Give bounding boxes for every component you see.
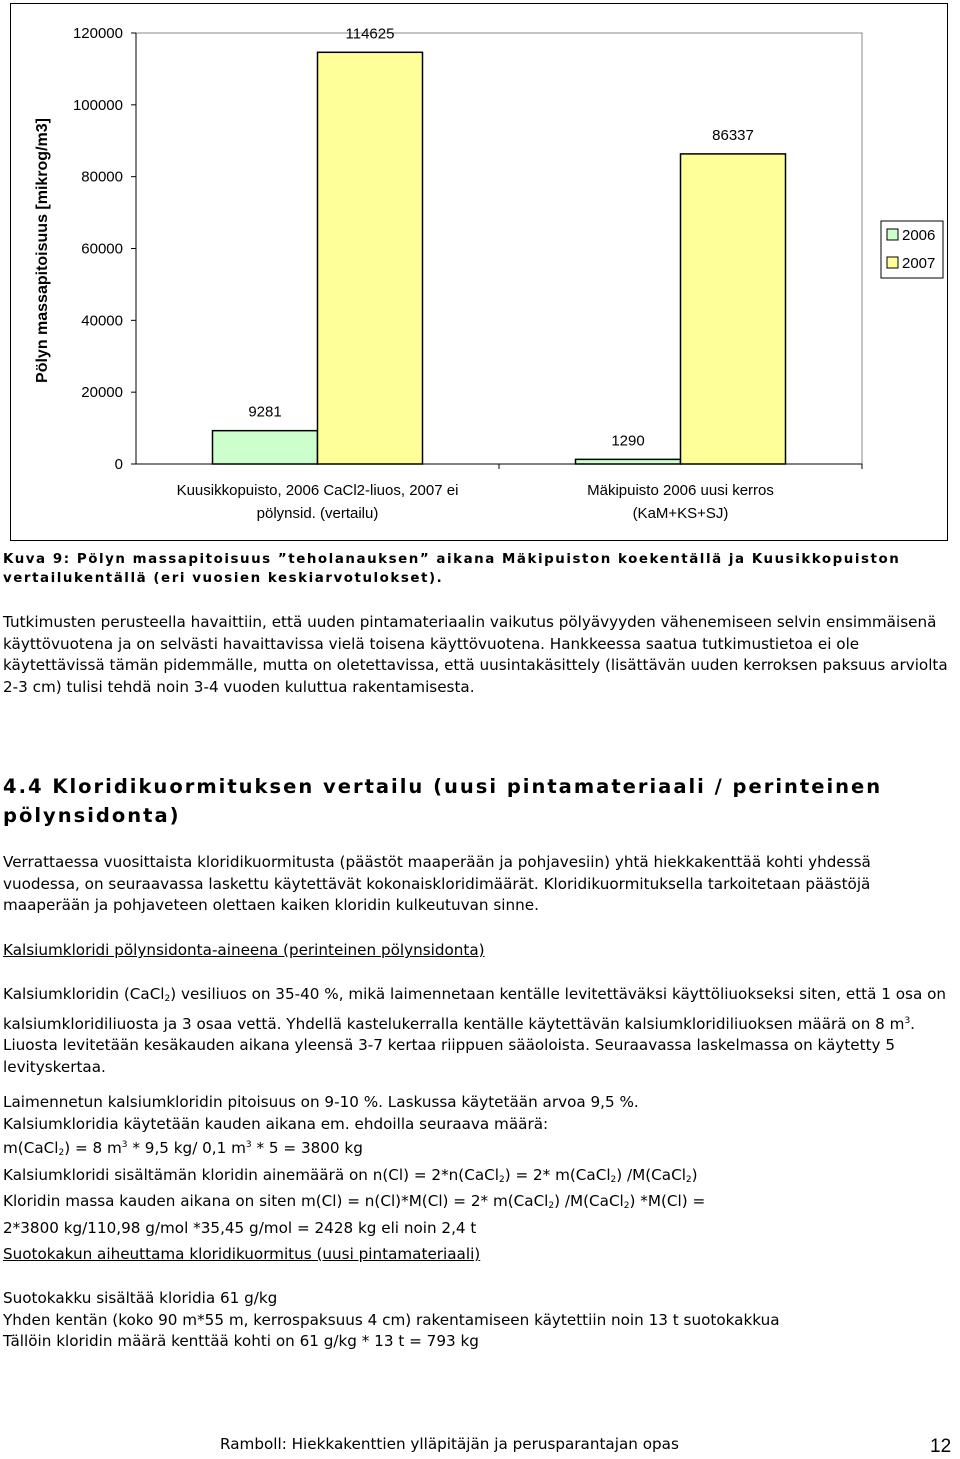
- figure-caption: Kuva 9: Pölyn massapitoisuus ”teholanauksen” aikana Mäkipuiston koekentällä ja Kuusikkopuiston vertailukentällä (eri vuosien keskiarvotulokset).: [3, 552, 901, 586]
- filter-cake-block: [3, 1288, 952, 1353]
- y-tick-label: 120000: [72, 25, 123, 42]
- calc-3a: m(CaCl: [3, 1139, 59, 1157]
- subheading-calcium-chloride: Kalsiumkloridi pölynsidonta-aineena (perinteinen pölynsidonta): [3, 941, 485, 959]
- calc-line-4: [3, 1165, 952, 1192]
- data-label: 114625: [345, 25, 395, 43]
- subheading-filter-cake: Suotokakun aiheuttama kloridikuormitus (uusi pintamateriaali): [3, 1245, 481, 1263]
- x-category-label: (KaM+KS+SJ): [632, 505, 729, 522]
- legend-label: 2006: [902, 227, 936, 244]
- calc-line-6: 2*3800 kg/110,98 g/mol *35,45 g/mol = 2428 kg eli noin 2,4 t: [3, 1218, 477, 1237]
- legend-swatch-2007: [887, 257, 898, 268]
- x-category-label: pölynsid. (vertailu): [256, 505, 379, 522]
- y-tick-label: 60000: [81, 240, 123, 258]
- suoto-line-3: Tällöin kloridin määrä kenttää kohti on 61 g/kg * 13 t = 793 kg: [3, 1332, 479, 1350]
- p3-text-2: ) vesiliuos on 35-40 %, mikä laimennetaan kentälle levitettäväksi käyttöliuokseksi siten, että 1 osa on kalsiumkloridiliuosta ja 3 osaa vettä. Yhdellä kastelukerralla kentälle käytettävän kalsiumkloridiliuoksen määrä on 8 m: [3, 985, 946, 1033]
- x-category-label: Kuusikkopuisto, 2006 CaCl2-liuos, 2007 ei: [176, 482, 459, 499]
- legend-swatch-2006: [887, 229, 898, 240]
- calculation-block: [3, 1092, 952, 1239]
- data-label: 86337: [712, 126, 754, 144]
- calc-line-5: [3, 1191, 952, 1218]
- calc-3c: * 9,5 kg/ 0,1 m: [127, 1139, 246, 1157]
- y-tick-label: 100000: [72, 96, 123, 114]
- y-tick-label: 40000: [81, 312, 123, 330]
- data-label: 1290: [611, 432, 645, 450]
- calc-line-2: Kalsiumkloridia käytetään kauden aikana em. ehdoilla seuraava määrä:: [3, 1114, 549, 1133]
- calc-4d: ): [691, 1165, 698, 1184]
- bar-2006-2: [576, 459, 681, 464]
- y-tick-label: 80000: [81, 168, 123, 186]
- calc-3d: * 5 = 3800 kg: [251, 1139, 363, 1157]
- calc-line-1: Laimennetun kalsiumkloridin pitoisuus on 9-10 %. Laskussa käytetään arvoa 9,5 %.: [3, 1093, 639, 1111]
- calc-4b: ) = 2* m(CaCl: [504, 1165, 611, 1184]
- calc-sub: 2: [58, 1148, 65, 1158]
- calc-sup: 3: [121, 1140, 128, 1150]
- calc-4c: ) /M(CaCl: [616, 1165, 686, 1184]
- data-label: 9281: [248, 403, 282, 421]
- page-number: 12: [930, 1436, 952, 1457]
- y-tick-label: 20000: [81, 384, 123, 402]
- calc-5c: ) *M(Cl) =: [629, 1192, 706, 1210]
- y-axis-label: Pölyn massapitoisuus [mikrog/m3]: [34, 118, 51, 383]
- legend-label: 2007: [902, 255, 936, 272]
- calc-line-3: [3, 1135, 952, 1165]
- suoto-line-1: Suotokakku sisältää kloridia 61 g/kg: [3, 1289, 278, 1307]
- p3-text-3: . Liuosta levitetään kesäkauden aikana yleensä 3-7 kertaa riippuen sääoloista. Seuraavassa laskelmassa on käytetty 5 levityskertaa.: [3, 1014, 915, 1076]
- chart-frame: [10, 3, 948, 541]
- suoto-line-2: Yhden kentän (koko 90 m*55 m, kerrospaksuus 4 cm) rakentamiseen käytettiin noin 13 t suotokakkua: [3, 1310, 780, 1329]
- paragraph-2: Verrattaessa vuosittaista kloridikuormitusta (päästöt maaperään ja pohjavesiin) yhtä hiekkakenttää kohti yhdessä vuodessa, on seuraavassa laskettu käytettävät kokonaiskloridimäärät. Kloridikuormituksella tarkoitetaan päästöjä maaperään ja pohjaveteen olettaen kaiken kloridin kulkeutuvan sinne.: [3, 853, 871, 914]
- bar-2006-1: [213, 431, 318, 464]
- calc-sup: 3: [245, 1140, 252, 1150]
- calc-sub: 2: [548, 1201, 555, 1211]
- p3-text-1: Kalsiumkloridin (CaCl: [3, 985, 165, 1003]
- x-category-label: Mäkipuisto 2006 uusi kerros: [587, 482, 774, 499]
- calc-sub: 2: [498, 1174, 505, 1185]
- calc-4a: Kalsiumkloridi sisältämän kloridin ainemäärä on n(Cl) = 2*n(CaCl: [3, 1165, 499, 1184]
- section-heading: 4.4 Kloridikuormituksen vertailu (uusi pintamateriaali / perinteinen pölynsidonta): [3, 775, 883, 827]
- calc-sub: 2: [610, 1174, 617, 1185]
- calc-sub: 2: [623, 1201, 630, 1211]
- bar-chart: [11, 4, 949, 542]
- paragraph-3: [3, 984, 952, 1078]
- calc-3b: ) = 8 m: [64, 1139, 122, 1157]
- calc-sub: 2: [685, 1174, 692, 1185]
- bar-2007-2: [681, 154, 786, 464]
- calc-5a: Kloridin massa kauden aikana on siten m(Cl) = n(Cl)*M(Cl) = 2* m(CaCl: [3, 1192, 549, 1210]
- paragraph-1: Tutkimusten perusteella havaittiin, että uuden pintamateriaalin vaikutus pölyävyyden vähenemiseen selvin ensimmäisenä käyttövuotena ja on selvästi havaittavissa vielä toisena käyttövuotena. Hankkeessa saatua tutkimustietoa ei ole käytettävissä tämän pidemmälle, mutta on oletettavissa, että uusintakäsittely (lisättävän uuden kerroksen paksuus arviolta 2-3 cm) tulisi tehdä noin 3-4 vuoden kuluttua rakentamisesta.: [3, 613, 948, 696]
- y-tick-label: 0: [114, 456, 123, 473]
- bar-2007-1: [318, 52, 423, 464]
- calc-5b: ) /M(CaCl: [554, 1192, 624, 1210]
- p3-sub: 2: [164, 994, 171, 1004]
- page-footer: Ramboll: Hiekkakenttien ylläpitäjän ja perusparantajan opas: [220, 1435, 679, 1453]
- p3-sup: 3: [904, 1015, 911, 1026]
